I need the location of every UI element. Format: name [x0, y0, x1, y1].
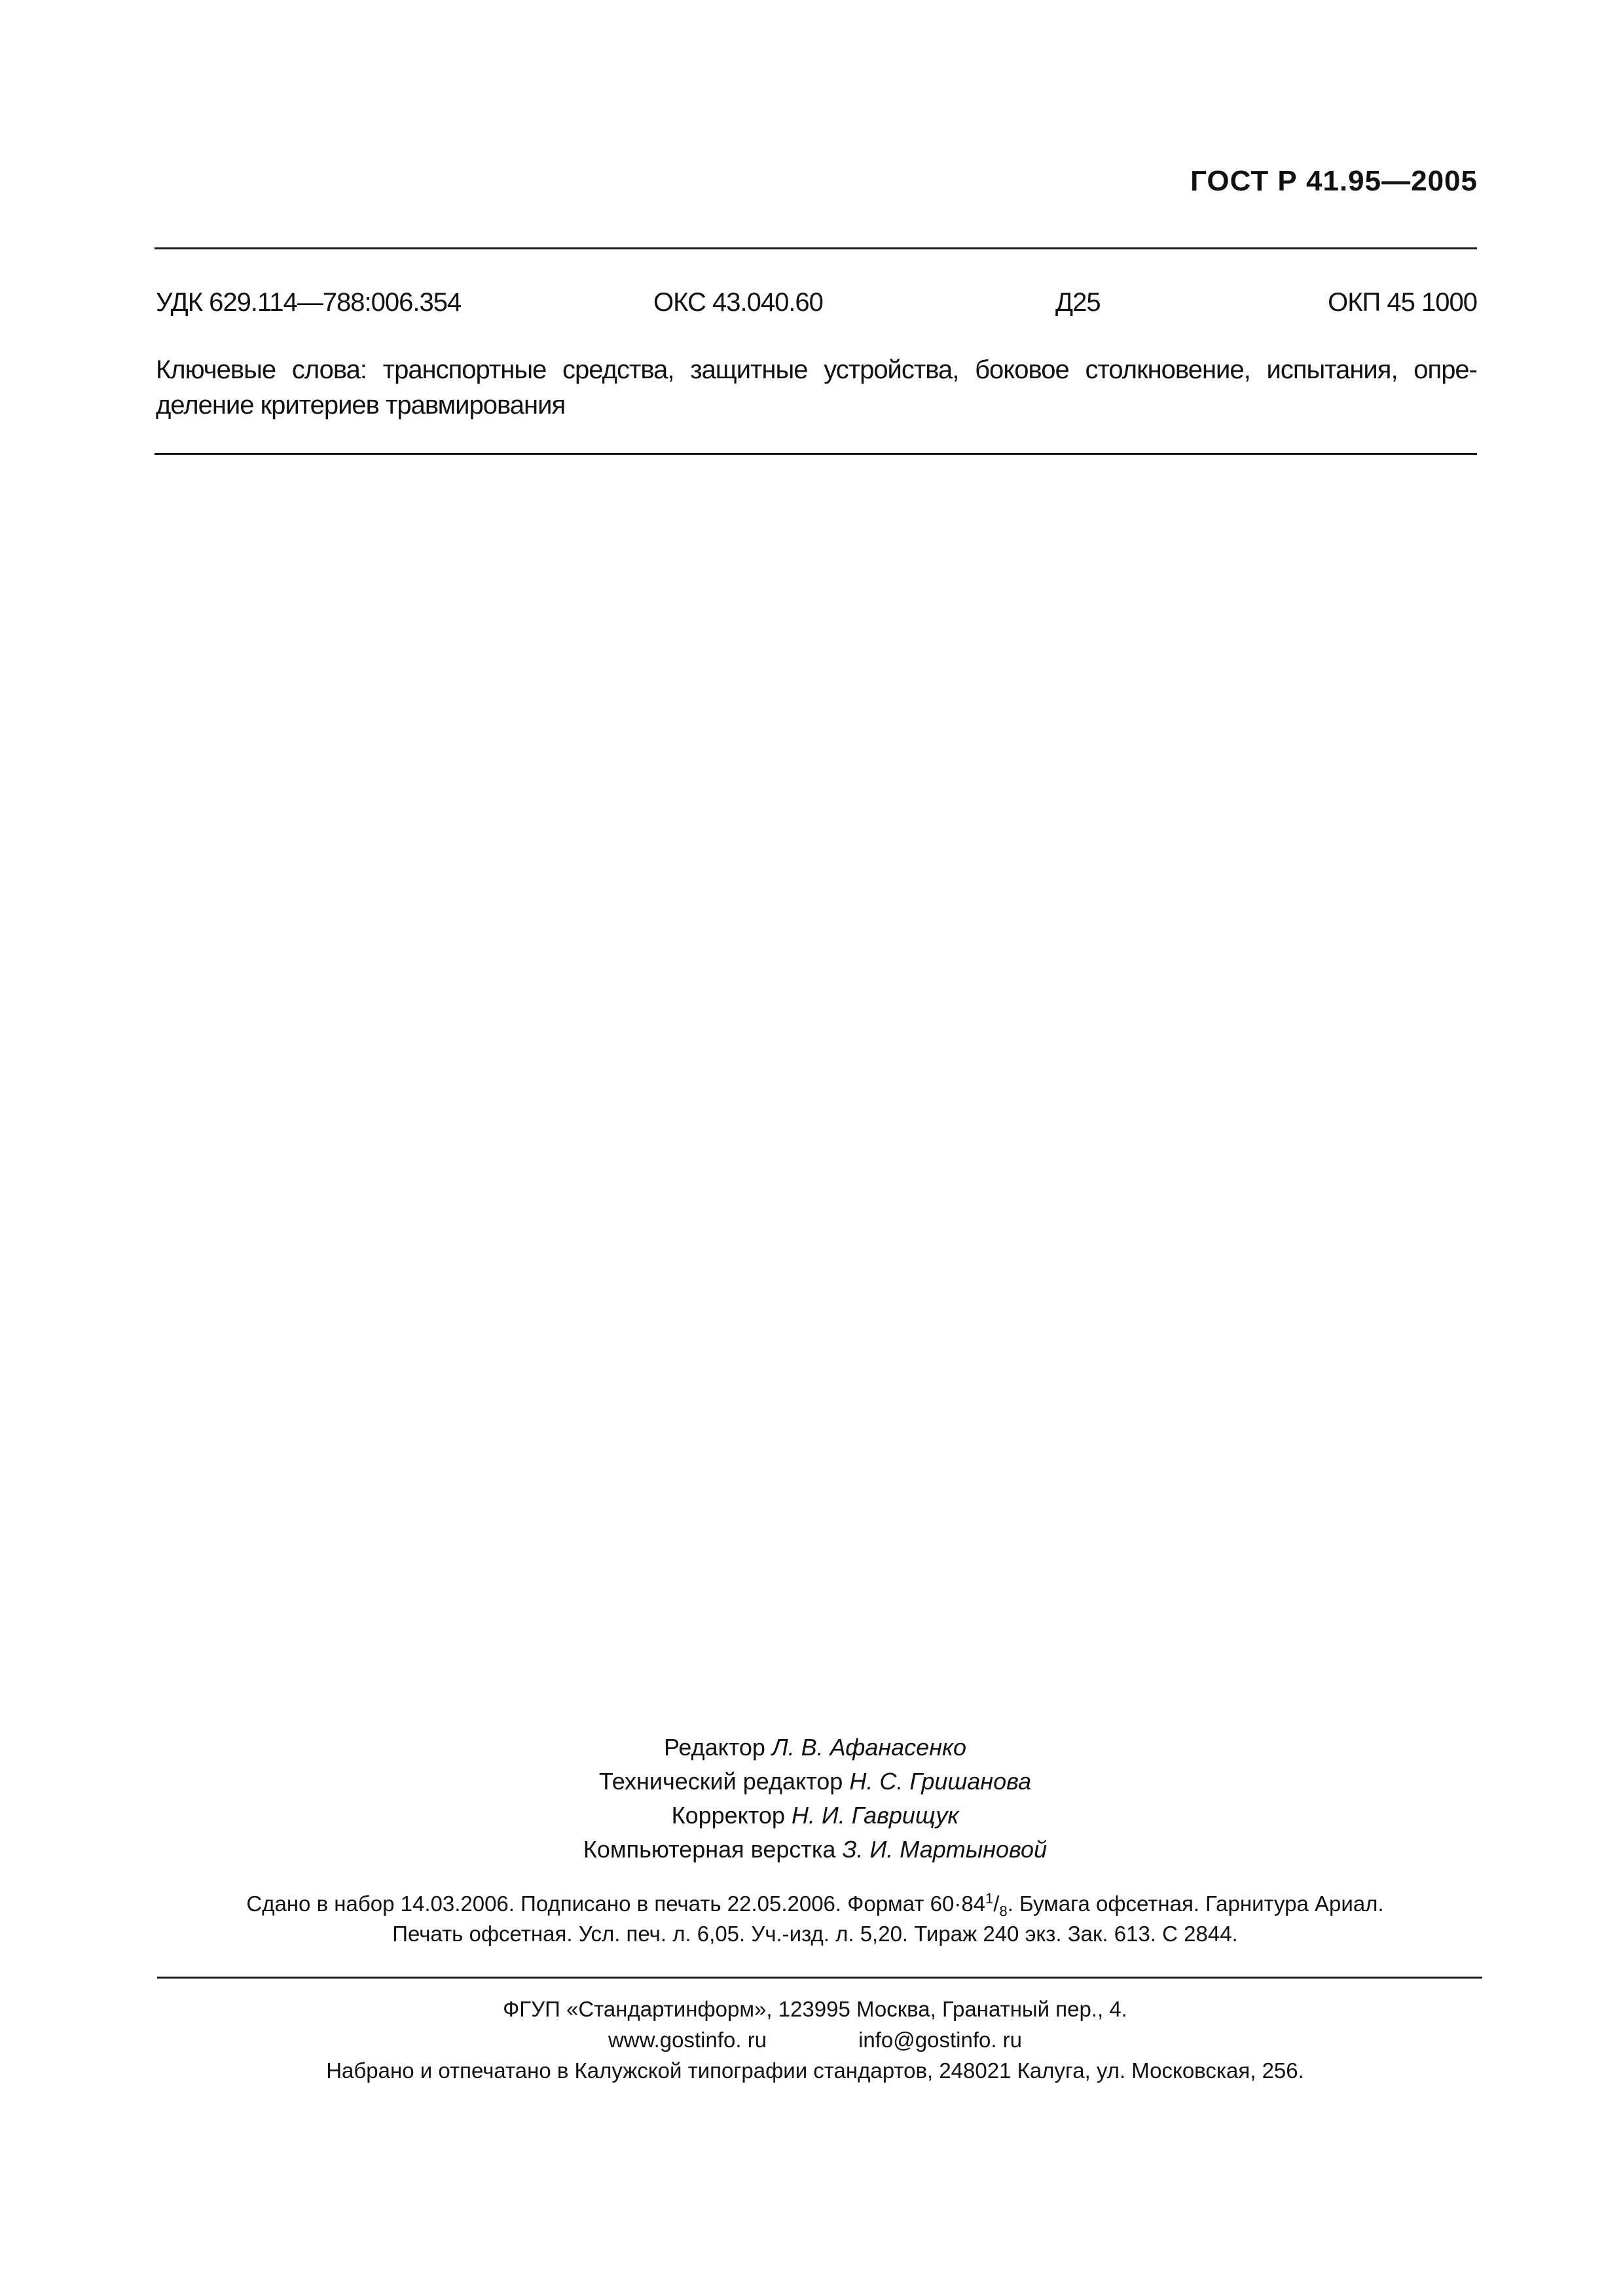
editor-label: Редактор: [663, 1734, 765, 1761]
layout-credit: [0, 1833, 1623, 1867]
keywords-line-2: деление критериев травмирования: [156, 391, 566, 420]
format-fraction-separator: /: [993, 1892, 1000, 1916]
print-info-block: [0, 1889, 1623, 1949]
tech-editor-name: Н. С. Гришанова: [849, 1768, 1032, 1795]
corrector-credit: [0, 1799, 1623, 1833]
group-code: Д25: [1055, 288, 1101, 317]
oks-code: ОКС 43.040.60: [653, 288, 823, 317]
credits-block: [0, 1731, 1623, 1867]
tech-editor-credit: [0, 1765, 1623, 1799]
publisher-contacts: [0, 2024, 1623, 2055]
publisher-divider: [157, 1977, 1482, 1979]
print-info-line-2: Печать офсетная. Усл. печ. л. 6,05. Уч.-изд. л. 5,20. Тираж 240 экз. Зак. 613. С 2844.: [392, 1922, 1238, 1946]
keywords-paragraph: [156, 352, 1477, 423]
publisher-address: ФГУП «Стандартинформ», 123995 Москва, Гранатный пер., 4.: [503, 1997, 1127, 2021]
classification-row: [156, 288, 1477, 323]
layout-name: З. И. Мартыновой: [842, 1836, 1048, 1863]
top-divider: [155, 247, 1477, 249]
gost-code: ГОСТ Р 41.95—2005: [1190, 165, 1478, 197]
editor-name: Л. В. Афанасенко: [771, 1734, 967, 1761]
publisher-email: info@gostinfo. ru: [858, 2028, 1023, 2052]
okp-code: ОКП 45 1000: [1328, 288, 1477, 317]
print-info-line-1-end: . Бумага офсетная. Гарнитура Ариал.: [1007, 1892, 1384, 1916]
editor-credit: [0, 1731, 1623, 1765]
format-fraction-numerator: 1: [985, 1890, 994, 1907]
format-fraction-denominator: 8: [999, 1903, 1008, 1920]
keywords-line-1: Ключевые слова: транспортные средства, защитные устройства, боковое столкновение, испытания, опре-: [156, 355, 1477, 384]
publisher-block: [0, 1994, 1623, 2086]
corrector-label: Корректор: [671, 1802, 785, 1829]
corrector-name: Н. И. Гаврищук: [791, 1802, 959, 1829]
keywords-divider: [155, 453, 1477, 455]
printing-house: Набрано и отпечатано в Калужской типографии стандартов, 248021 Калуга, ул. Московская, 256.: [326, 2058, 1304, 2083]
print-info-line-1-start: Сдано в набор 14.03.2006. Подписано в печать 22.05.2006. Формат 60·84: [246, 1892, 986, 1916]
tech-editor-label: Технический редактор: [598, 1768, 843, 1795]
print-info-line-1: [0, 1889, 1623, 1919]
layout-label: Компьютерная верстка: [583, 1836, 836, 1863]
udk-code: УДК 629.114—788:006.354: [156, 288, 462, 317]
publisher-website: www.gostinfo. ru: [608, 2028, 767, 2052]
